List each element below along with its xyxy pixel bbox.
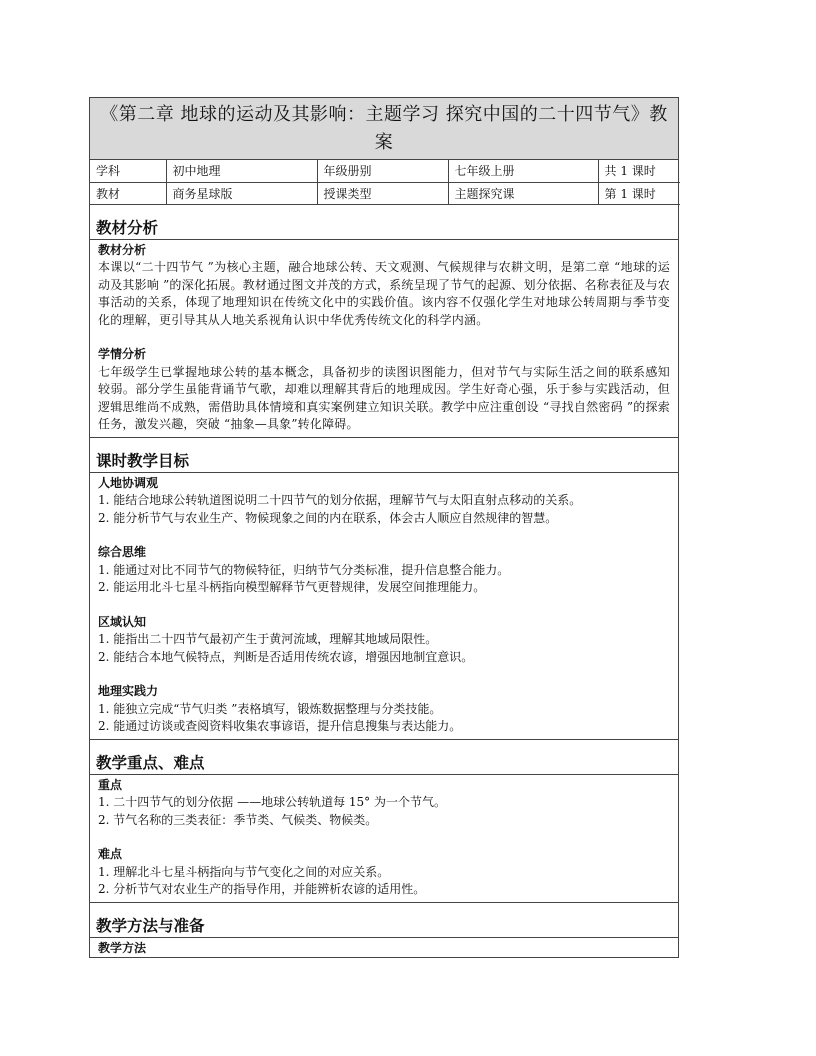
list-item: 2. 能通过访谈或查阅资料收集农事谚语，提升信息搜集与表达能力。 — [98, 719, 462, 733]
lesson-plan-document — [89, 97, 679, 958]
keypoint-group-title: 重点 — [98, 777, 123, 792]
paragraph-textbook-analysis: 本课以“二十四节气 ”为核心主题，融合地球公转、天文观测、气候规律与农耕文明，是第二章 “地球的运动及其影响 ”的深化拓展。教材通过图文并茂的方式，系统呈现了节气的起源、划分依据、名称表征及与农事活动的关系，体现了地理知识在传统文化中的实践价值。该内容不仅强化学生对地球公转周期与季节变化的理解，更引导其从人地关系视角认识中华优秀传统文化的科学内涵。 — [98, 260, 670, 327]
meta-cell-type-label: 授课类型 — [317, 182, 448, 204]
meta-row — [90, 160, 680, 182]
section-heading-goals: 课时教学目标 — [90, 438, 678, 473]
section-heading-textbook: 教材分析 — [90, 205, 678, 240]
meta-cell-period-number: 第 1 课时 — [598, 182, 680, 204]
meta-row — [90, 182, 680, 204]
goal-group-title: 人地协调观 — [98, 475, 159, 490]
section-body-methods — [90, 938, 678, 958]
list-item: 2. 能运用北斗七星斗柄指向模型解释节气更替规律，发展空间推理能力。 — [98, 580, 486, 594]
section-body-goals — [90, 473, 678, 740]
list-item: 1. 能通过对比不同节气的物候特征，归纳节气分类标准，提升信息整合能力。 — [98, 562, 510, 577]
list-item: 2. 节气名称的三类表征：季节类、气候类、物候类。 — [98, 812, 378, 827]
document-title: 《第二章 地球的运动及其影响：主题学习 探究中国的二十四节气》教案 — [90, 98, 678, 160]
list-item: 1. 能指出二十四节气最初产生于黄河流域，理解其地域局限性。 — [98, 632, 438, 646]
list-item: 1. 能独立完成“节气归类 ”表格填写，锻炼数据整理与分类技能。 — [98, 701, 442, 716]
list-item: 2. 能结合本地气候特点，判断是否适用传统农谚，增强因地制宜意识。 — [98, 649, 474, 664]
subheading-textbook-analysis: 教材分析 — [98, 242, 147, 257]
meta-cell-subject-value: 初中地理 — [166, 160, 317, 182]
goal-group-title: 地理实践力 — [98, 684, 159, 698]
goal-group-title: 区域认知 — [98, 614, 147, 629]
meta-cell-textbook-label: 教材 — [90, 182, 166, 204]
meta-cell-subject-label: 学科 — [90, 160, 166, 182]
list-item: 2. 分析节气对农业生产的指导作用，并能辨析农谚的适用性。 — [98, 882, 426, 896]
list-item: 1. 能结合地球公转轨道图说明二十四节气的划分依据，理解节气与太阳直射点移动的关系。 — [98, 493, 582, 507]
list-item: 2. 能分析节气与农业生产、物候现象之间的内在联系，体会古人顺应自然规律的智慧。 — [98, 510, 558, 525]
meta-cell-type-value: 主题探究课 — [448, 182, 598, 204]
goal-group-title: 综合思维 — [98, 545, 147, 559]
meta-cell-grade-value: 七年级上册 — [448, 160, 598, 182]
meta-cell-total-periods: 共 1 课时 — [598, 160, 680, 182]
subheading-learner-analysis: 学情分析 — [98, 347, 147, 361]
paragraph-learner-analysis: 七年级学生已掌握地球公转的基本概念，具备初步的读图识图能力，但对节气与实际生活之间的联系感知较弱。部分学生虽能背诵节气歌，却难以理解其背后的地理成因。学生好奇心强，乐于参与实践活动，但逻辑思维尚不成熟，需借助具体情境和真实案例建立知识关联。教学中应注重创设 “寻找自然密码 ”的探索任务，激发兴趣，突破 “抽象—具象”转化障碍。 — [98, 364, 670, 431]
section-body-keypoints — [90, 775, 678, 903]
keypoint-group-title: 难点 — [98, 847, 123, 861]
list-item: 1. 二十四节气的划分依据 ——地球公转轨道每 15° 为一个节气。 — [98, 795, 446, 809]
section-body-textbook — [90, 240, 678, 438]
meta-cell-textbook-value: 商务星球版 — [166, 182, 317, 204]
list-item: 1. 理解北斗七星斗柄指向与节气变化之间的对应关系。 — [98, 864, 390, 879]
section-heading-keypoints: 教学重点、难点 — [90, 740, 678, 775]
section-heading-methods: 教学方法与准备 — [90, 903, 678, 938]
meta-table — [90, 160, 680, 205]
meta-cell-grade-label: 年级册别 — [317, 160, 448, 182]
subheading-teaching-methods: 教学方法 — [98, 940, 147, 955]
